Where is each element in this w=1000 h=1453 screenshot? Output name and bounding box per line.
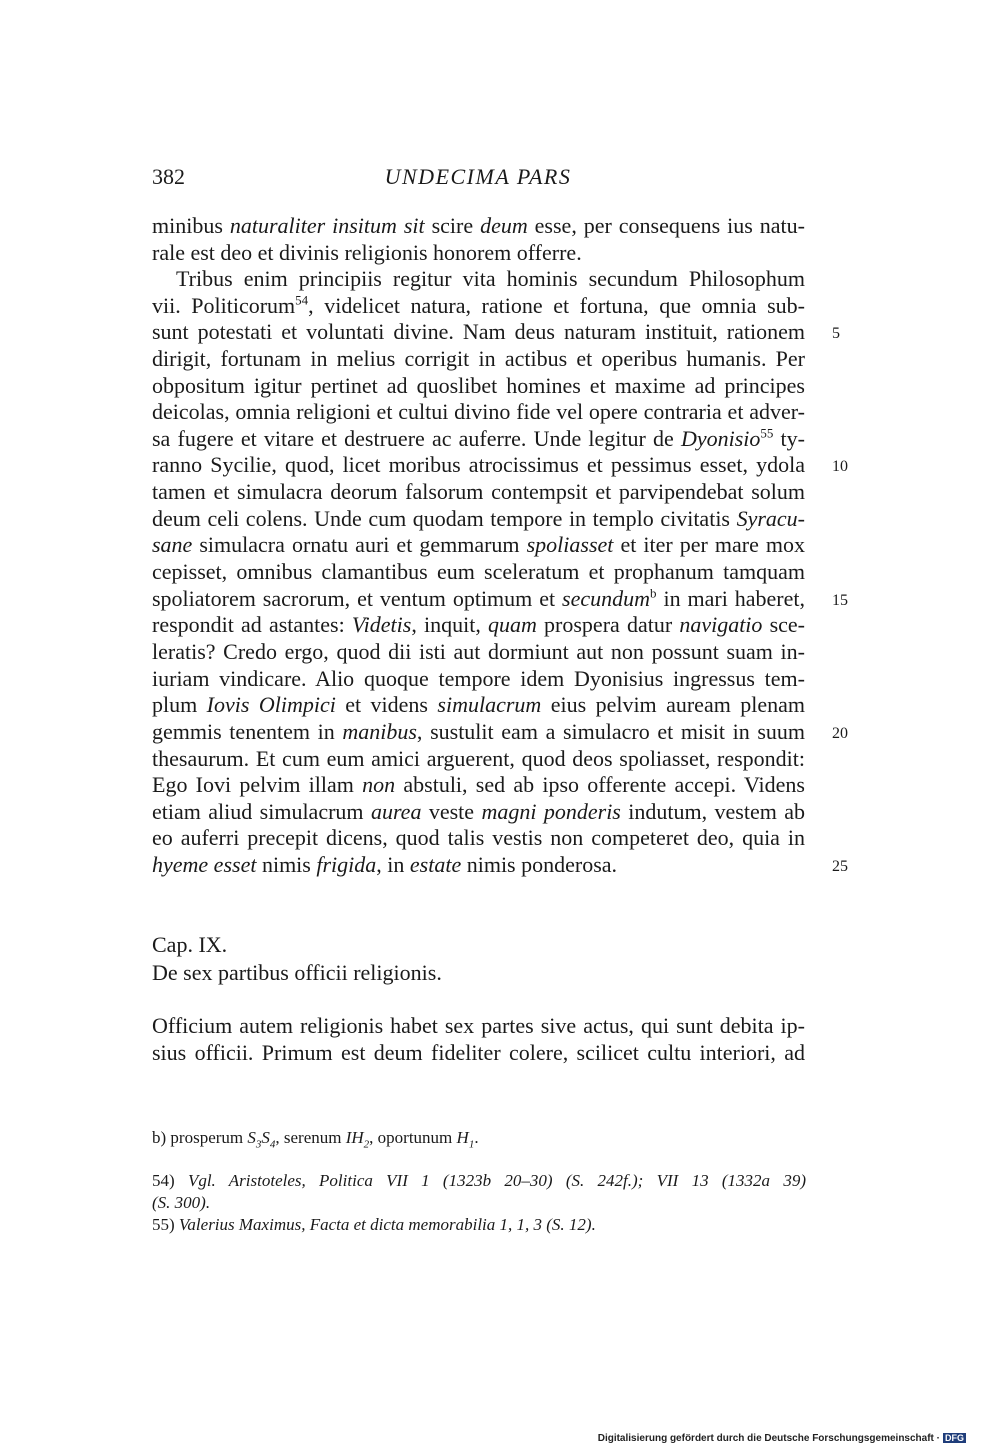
italic-text: secundum [562, 585, 651, 611]
text: minibus [152, 213, 230, 238]
text: esse, per consequens ius natu- [527, 213, 805, 238]
text: ty- [773, 425, 805, 451]
line-number-15: 15 [832, 592, 848, 609]
footnote-marker: 54 [295, 292, 309, 308]
text: et videns [335, 692, 438, 718]
text-line [152, 666, 805, 693]
text-line [152, 586, 805, 613]
text-line [152, 346, 805, 373]
text: , in [376, 852, 410, 878]
text-line [152, 479, 805, 506]
text-line [152, 1214, 806, 1236]
italic-text: spoliasset [526, 532, 614, 558]
text-line [152, 825, 805, 852]
text-line [152, 399, 805, 426]
chapter-number: Cap. IX. [152, 932, 228, 957]
italic-text: manibus [342, 718, 417, 744]
text-line [152, 319, 805, 346]
text-line [152, 1013, 805, 1040]
text: eius pelvim auream plenam [541, 692, 805, 718]
italic-text: S [261, 1128, 270, 1147]
text: iuriam vindicare. Alio quoque tempore idem Dyonisius ingressus tem- [152, 665, 805, 691]
paragraph-3 [152, 1013, 805, 1066]
text-line [152, 746, 805, 773]
text: scire [424, 213, 481, 238]
italic-text: S [247, 1128, 256, 1147]
line-number-10: 10 [832, 458, 848, 475]
text: spoliatorem sacrorum, et ventum optimum et [152, 585, 563, 611]
text-line [152, 772, 805, 799]
text: , sustulit eam a simulacro et misit in suum [416, 718, 806, 744]
text-line [152, 852, 805, 879]
text: rale est deo et divinis religionis honorem offerre. [152, 239, 582, 265]
text-line [152, 639, 805, 666]
text: etiam aliud simulacrum [152, 798, 371, 824]
text: tamen et simulacra deorum falsorum contempsit et parvipendebat solum [152, 479, 805, 505]
text: ranno Sycilie, quod, licet moribus atrocissimus et pessimus esset, ydola [152, 452, 805, 478]
paragraph-2 [152, 266, 805, 879]
text: et iter per mare mox [613, 532, 805, 558]
text-line [152, 426, 805, 453]
critical-apparatus [152, 1127, 806, 1149]
italic-text: quam [488, 612, 537, 638]
line-number-25: 25 [832, 858, 848, 875]
text: 55) [152, 1215, 179, 1234]
footnote-marker: b [650, 585, 657, 601]
text: leratis? Credo ergo, quod dii isti aut dormiunt aut non possunt suam in- [152, 638, 805, 664]
italic-text: non [362, 772, 396, 798]
text: , inquit, [411, 612, 488, 638]
italic-text: estate [409, 852, 462, 878]
text: in mari haberet, [656, 585, 805, 611]
italic-text: sane [152, 532, 193, 558]
text: , videlicet natura, ratione et fortuna, que omnia sub- [308, 292, 805, 318]
italic-text: H [456, 1128, 469, 1147]
subscript: 4 [269, 1138, 276, 1151]
text: . [474, 1128, 479, 1147]
paragraph-1 [152, 213, 805, 266]
text: respondit ad astantes: [152, 612, 352, 638]
text-line [152, 452, 805, 479]
text: , serenum [275, 1128, 346, 1147]
italic-text: magni ponderis [481, 798, 621, 824]
italic-text: naturaliter insitum sit [229, 213, 425, 238]
text: nimis [256, 852, 317, 878]
text-line [152, 1192, 806, 1214]
italic-text: frigida [316, 852, 377, 878]
text-line [152, 1127, 806, 1149]
text: , oportunum [369, 1128, 457, 1147]
text-line [152, 373, 805, 400]
italic-text: (S. 300). [152, 1193, 211, 1212]
text-line [152, 692, 805, 719]
digitization-credit: Digitalisierung gefördert durch die Deutsche Forschungsgemeinschaft · DFG [597, 1433, 964, 1444]
text: gemmis tenentem in [152, 718, 343, 744]
text: prospera datur [536, 612, 680, 638]
text-line [152, 719, 805, 746]
italic-text: Iovis Olimpici [206, 692, 336, 718]
text-line [152, 293, 805, 320]
italic-text: hyeme esset [152, 852, 257, 878]
text-line [152, 799, 805, 826]
text: 54) [152, 1171, 188, 1190]
italic-text: simulacrum [437, 692, 542, 718]
text: Tribus enim principiis regitur vita hominis secundum Philosophum [176, 266, 805, 291]
text: sunt potestati et voluntati divine. Nam deus naturam instituit, rationem [152, 319, 805, 345]
text: b) prosperum [152, 1128, 248, 1147]
footnote-marker: 55 [760, 425, 774, 441]
text: simulacra ornatu auri et gemmarum [192, 532, 527, 558]
text-line [152, 559, 805, 586]
text: dirigit, fortunam in melius corrigit in actibus et operibus humanis. Per [152, 345, 805, 371]
text: Officium autem religionis habet sex partes sive actus, qui sunt debita ip- [152, 1013, 805, 1038]
text-line [152, 532, 805, 559]
text-line [152, 506, 805, 533]
italic-text: Syracu- [736, 505, 805, 531]
italic-text: Videtis [351, 612, 412, 638]
italic-text: IH [345, 1128, 364, 1147]
running-head: UNDECIMA PARS [384, 164, 572, 189]
italic-text: Valerius Maximus, Facta et dicta memorabilia 1, 1, 3 (S. 12). [178, 1215, 596, 1234]
text-line [152, 1170, 806, 1192]
text-line [152, 612, 805, 639]
text: cepisset, omnibus clamantibus eum sceleratum et prophanum tamquam [152, 559, 805, 585]
text: abstuli, sed ab ipso offerente accepi. Videns [395, 772, 805, 798]
italic-text: navigatio [679, 612, 763, 638]
page-number: 382 [152, 164, 185, 189]
text: indutum, vestem ab [620, 798, 806, 824]
text-line [152, 213, 805, 240]
footnotes [152, 1170, 806, 1236]
text-line [152, 1040, 805, 1067]
italic-text: Vgl. Aristoteles, Politica VII 1 (1323b 20–30) (S. 242f.); VII 13 (1332a 39) [187, 1171, 806, 1190]
text: thesaurum. Et cum eum amici arguerent, quod deos spoliasset, respondit: [152, 745, 805, 771]
text: deicolas, omnia religioni et cultui divino fide vel opere contraria et adver- [152, 399, 805, 425]
line-number-5: 5 [832, 325, 840, 342]
chapter-title: De sex partibus officii religionis. [152, 960, 442, 985]
text-line [152, 266, 805, 293]
text: eo auferri precepit dicens, quod talis vestis non competeret deo, quia in [152, 825, 805, 851]
text: sa fugere et vitare et destruere ac auferre. Unde legitur de [152, 425, 681, 451]
line-number-20: 20 [832, 725, 848, 742]
subscript: 2 [363, 1138, 370, 1151]
italic-text: Dyonisio [680, 425, 761, 451]
text: plum [152, 692, 207, 718]
text: vii. Politicorum [152, 292, 296, 318]
text: Ego Iovi pelvim illam [152, 772, 363, 798]
text: sce- [762, 612, 805, 638]
text: veste [421, 798, 482, 824]
italic-text: deum [480, 213, 528, 238]
text-line [152, 240, 805, 267]
text: obpositum igitur pertinet ad quoslibet homines et maxime ad principes [152, 372, 805, 398]
text: deum celi colens. Unde cum quodam tempore in templo civitatis [152, 505, 737, 531]
subscript: 3 [255, 1138, 262, 1151]
text: nimis ponderosa. [461, 852, 618, 878]
italic-text: aurea [370, 798, 422, 824]
dfg-logo: DFG [945, 1433, 964, 1443]
credit-text: Digitalisierung gefördert durch die Deutsche Forschungsgemeinschaft [597, 1433, 934, 1444]
text: sius officii. Primum est deum fideliter colere, scilicet cultu interiori, ad [152, 1039, 805, 1065]
subscript: 1 [468, 1138, 475, 1151]
